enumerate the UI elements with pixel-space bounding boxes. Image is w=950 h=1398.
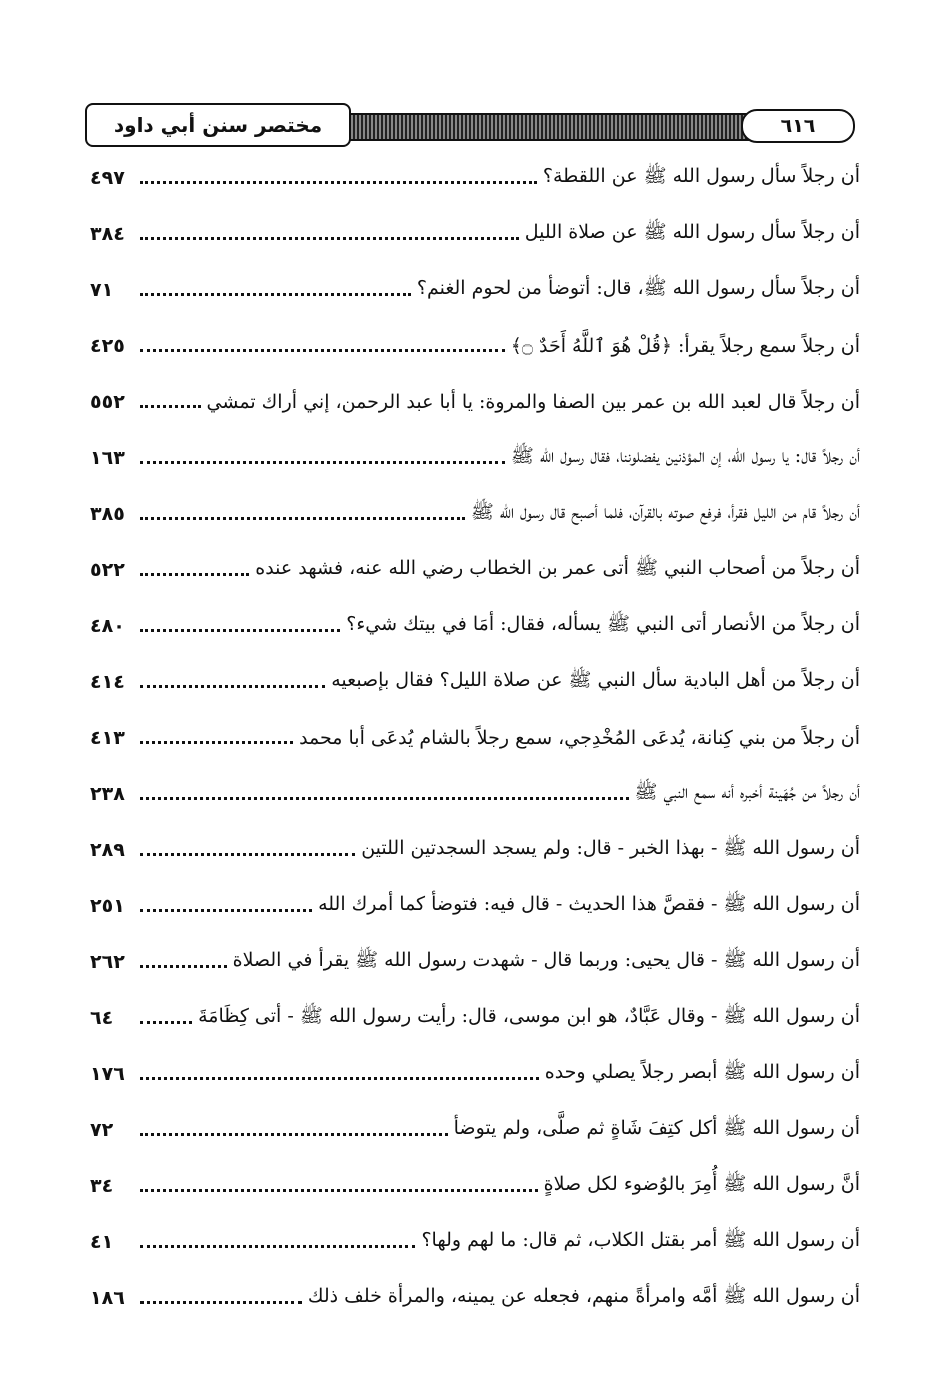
index-entry <box>90 598 860 654</box>
leader-dots <box>140 964 227 968</box>
leader-dots <box>140 628 340 632</box>
entry-text: أن رجلاً سأل رسول الله ﷺ عن اللقطة؟ <box>542 165 860 187</box>
leader-dots <box>140 684 325 688</box>
entry-reference-number: ٢٥١ <box>90 895 125 917</box>
index-entry <box>90 710 860 766</box>
entry-text: أن رجلاً من بني كِنانة، يُدعَى المُخْدِجي، سمع رجلاً بالشام يُدعَى أبا محمد <box>299 727 860 749</box>
entry-reference-number: ٤١٤ <box>90 671 125 693</box>
index-entry <box>90 542 860 598</box>
entry-reference-number: ٣٤ <box>90 1175 114 1197</box>
entry-text: أن رجلاً من أهل البادية سأل النبي ﷺ عن صلاة الليل؟ فقال بإصبعيه <box>331 669 860 691</box>
index-entry <box>90 1102 860 1158</box>
leader-dots <box>140 572 249 576</box>
entry-text: أن رجلاً قال لعبد الله بن عمر بين الصفا والمروة: يا أبا عبد الرحمن، إني أراك تمشي <box>206 391 860 413</box>
leader-dots <box>140 796 629 800</box>
entry-text: أن رسول الله ﷺ - قال يحيى: وربما قال - شهدت رسول الله ﷺ يقرأ في الصلاة <box>232 949 860 971</box>
page-number: ٦١٦ <box>741 109 855 143</box>
leader-dots <box>140 852 355 856</box>
index-entry <box>90 654 860 710</box>
index-entry <box>90 150 860 206</box>
index-entry <box>90 822 860 878</box>
entry-reference-number: ٧٢ <box>90 1119 114 1141</box>
entry-text: أن رسول الله ﷺ - بهذا الخبر - قال: ولم يسجد السجدتين اللتين <box>361 837 860 859</box>
leader-dots <box>140 460 505 464</box>
leader-dots <box>140 1300 302 1304</box>
index-entry <box>90 206 860 262</box>
entry-reference-number: ٤١ <box>90 1231 114 1253</box>
index-entry <box>90 1270 860 1326</box>
index-entry <box>90 318 860 374</box>
leader-dots <box>140 516 465 520</box>
entry-reference-number: ٣٨٥ <box>90 503 125 525</box>
entry-reference-number: ١٨٦ <box>90 1287 125 1309</box>
entry-reference-number: ٤١٣ <box>90 727 125 749</box>
index-entry <box>90 878 860 934</box>
entry-reference-number: ٢٨٩ <box>90 839 125 861</box>
entry-text: أن رجلاً سأل رسول الله ﷺ عن صلاة الليل <box>524 221 860 243</box>
leader-dots <box>140 1132 448 1136</box>
leader-dots <box>140 740 293 744</box>
entry-reference-number: ٢٦٢ <box>90 951 125 973</box>
leader-dots <box>140 1188 538 1192</box>
entry-reference-number: ٥٢٢ <box>90 559 125 581</box>
entry-text: أن رجلاً قال: يا رسول الله، إن المؤذنين يفضلوننا، فقال رسول الله ﷺ <box>510 445 860 467</box>
entry-reference-number: ٢٣٨ <box>90 783 125 805</box>
index-entry <box>90 430 860 486</box>
entry-text: أن رسول الله ﷺ أكل كتِفَ شَاةٍ ثم صلَّى، ولم يتوضأ <box>453 1117 860 1139</box>
leader-dots <box>140 404 201 408</box>
entry-reference-number: ٤٩٧ <box>90 167 125 189</box>
entry-reference-number: ٥٥٢ <box>90 391 125 413</box>
entry-text: أنَّ رسول الله ﷺ أُمِرَ بالوُضوء لكل صلاةٍ <box>543 1173 860 1195</box>
entry-text: أن رجلاً من أصحاب النبي ﷺ أتى عمر بن الخطاب رضي الله عنه، فشهد عنده <box>255 557 860 579</box>
entry-text: أن رجلاً من جُهَينة أخبره أنه سمع النبي ﷺ <box>634 781 860 803</box>
entry-text: أن رجلاً سمع رجلاً يقرأ: ﴿قُلْ هُوَ ٱللَّهُ أَحَدٌ ۝﴾ <box>510 335 860 357</box>
entry-text: أن رجلاً سأل رسول الله ﷺ، قال: أتوضأ من لحوم الغنم؟ <box>416 277 860 299</box>
leader-dots <box>140 1020 192 1024</box>
leader-dots <box>140 1076 539 1080</box>
entry-text: أن رجلاً من الأنصار أتى النبي ﷺ يسأله، فقال: أمَا في بيتك شيء؟ <box>346 613 860 635</box>
entry-reference-number: ٤٢٥ <box>90 335 125 357</box>
leader-dots <box>140 908 312 912</box>
entry-reference-number: ٧١ <box>90 279 114 301</box>
entry-reference-number: ٣٨٤ <box>90 223 125 245</box>
index-entry <box>90 486 860 542</box>
entry-reference-number: ١٦٣ <box>90 447 125 469</box>
leader-dots <box>140 236 519 240</box>
index-entry <box>90 990 860 1046</box>
index-entry <box>90 374 860 430</box>
entry-text: أن رجلاً قام من الليل فقرأ، فرفع صوته بالقرآن، فلما أصبح قال رسول الله ﷺ <box>470 501 860 523</box>
entry-text: أن رسول الله ﷺ أبصر رجلاً يصلي وحده <box>544 1061 860 1083</box>
page-header <box>85 103 855 147</box>
index-entry <box>90 934 860 990</box>
entry-reference-number: ١٧٦ <box>90 1063 125 1085</box>
leader-dots <box>140 348 505 352</box>
index-entry <box>90 1214 860 1270</box>
entry-text: أن رسول الله ﷺ أمر بقتل الكلاب، ثم قال: ما لهم ولها؟ <box>421 1229 860 1251</box>
entry-reference-number: ٤٨٠ <box>90 615 125 637</box>
index-entry <box>90 1046 860 1102</box>
index-list <box>90 150 860 1326</box>
entry-text: أن رسول الله ﷺ أمَّه وامرأةً منهم، فجعله عن يمينه، والمرأة خلف ذلك <box>307 1285 860 1307</box>
leader-dots <box>140 292 411 296</box>
leader-dots <box>140 180 537 184</box>
book-title: مختصر سنن أبي داود <box>85 103 351 147</box>
entry-reference-number: ٦٤ <box>90 1007 114 1029</box>
index-entry <box>90 766 860 822</box>
entry-text: أن رسول الله ﷺ - وقال عَبَّادٌ، هو ابن موسى، قال: رأيت رسول الله ﷺ - أتى كِظَامَةَ <box>198 1005 860 1027</box>
index-entry <box>90 1158 860 1214</box>
index-entry <box>90 262 860 318</box>
entry-text: أن رسول الله ﷺ - فقصَّ هذا الحديث - قال فيه: فتوضأ كما أمرك الله <box>318 893 860 915</box>
leader-dots <box>140 1244 415 1248</box>
